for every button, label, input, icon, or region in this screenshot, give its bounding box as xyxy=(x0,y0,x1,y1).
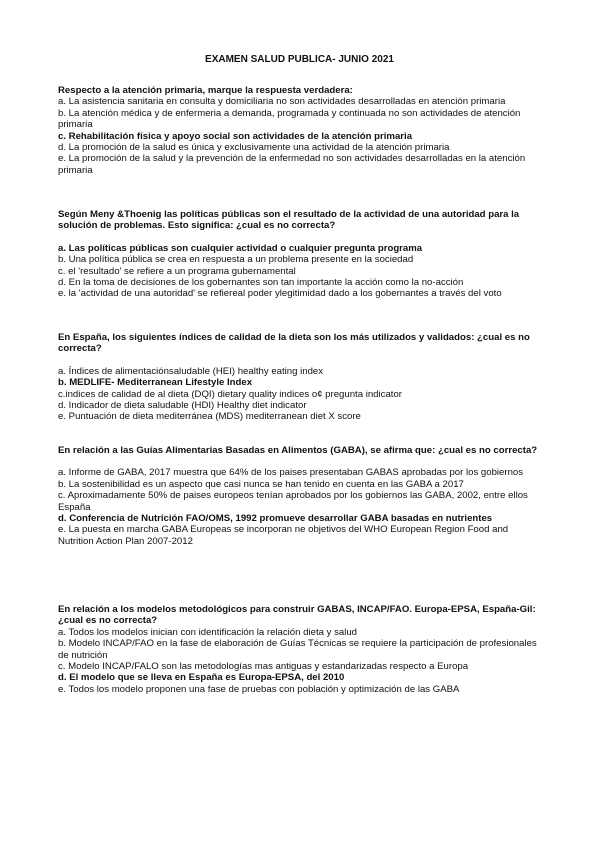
question-4 xyxy=(58,445,546,547)
spacer xyxy=(58,232,546,243)
option-a: a. Informe de GABA, 2017 muestra que 64% de los paises presentaban GABAS aprobadas por los gobiernos xyxy=(58,467,524,479)
option-a: a. Todos los modelos inician con identificación la relación dieta y salud xyxy=(58,626,358,638)
question-3 xyxy=(58,332,546,423)
option-e: e. la 'actividad de una autoridad' se refiereal poder ylegitimidad dado a los gobernantes a través del voto xyxy=(58,288,502,300)
option-b: b. La atención médica y de enfermeria a demanda, programada y continuada no son actividades de atención primaria xyxy=(58,107,521,131)
option-e: e. Todos los modelo proponen una fase de pruebas con población y optimización de las GABA xyxy=(58,683,460,695)
question-stem: En relación a las Guías Alimentarias Basadas en Alimentos (GABA), se afirma que: ¿cual es no correcta? xyxy=(58,445,538,456)
option-c: c. Aproximadamente 50% de paises europeos tenían aprobados por los gobiernos las GABA, 2002, entre ellos España xyxy=(58,490,528,513)
page-title: EXAMEN SALUD PUBLICA- JUNIO 2021 xyxy=(205,54,394,65)
option-c: c. Modelo INCAP/FALO son las metodologías mas antiguas y estandarizadas respecto a Europa xyxy=(58,661,469,673)
option-d-answer: d. El modelo que se lleva en España es Europa-EPSA, del 2010 xyxy=(58,672,345,684)
option-d: d. La promoción de la salud es única y exclusivamente una actividad de la atención primaria xyxy=(58,142,450,154)
option-a: a. Índices de alimentaciónsaludable (HEI) healthy eating index xyxy=(58,365,324,377)
option-d: d. Indicador de dieta saludable (HDI) Healthy diet indicator xyxy=(58,400,307,412)
option-c-answer: c. Rehabilitación física y apoyo social son actividades de la atención primaria xyxy=(58,130,413,142)
question-1 xyxy=(58,85,546,176)
option-a-answer: a. Las políticas públicas son cualquier actividad o cualquier pregunta programa xyxy=(58,242,423,254)
option-e: e. La puesta en marcha GABA Europeas se incorporan ne objetivos del WHO European Region Food and Nutrition Action Plan 2007-2012 xyxy=(58,524,509,547)
option-d: d. En la toma de decisiones de los gobernantes son tan importante la acción como la no-acción xyxy=(58,277,464,289)
option-b: b. Una política pública se crea en respuesta a un problema presente en la sociedad xyxy=(58,254,414,266)
question-5 xyxy=(58,604,546,695)
spacer xyxy=(58,355,546,366)
option-e: e. Puntuación de dieta mediterránea (MDS) mediterranean diet X score xyxy=(58,411,361,423)
option-b: b. Modelo INCAP/FAO en la fase de elaboración de Guías Técnicas se requiere la participación de profesionales de nutrición xyxy=(58,638,537,661)
question-stem: En relación a los modelos metodológicos para construir GABAS, INCAP/FAO. Europa-EPSA, España-Gil: ¿cual es no correcta? xyxy=(58,604,536,627)
option-e: e. La promoción de la salud y la prevención de la enfermedad no son actividades desarrolladas en la atención primaria xyxy=(58,153,526,176)
option-d-answer: d. Conferencia de Nutrición FAO/OMS, 1992 promueve desarrollar GABA basadas en nutrientes xyxy=(58,513,493,525)
spacer xyxy=(58,456,546,467)
option-a: a. La asistencia sanitaria en consulta y domiciliaria no son actividades desarrolladas en atención primaria xyxy=(58,96,506,108)
option-c: c. el 'resultado' se refiere a un programa gubernamental xyxy=(58,265,296,277)
question-stem: En España, los siguientes índices de calidad de la dieta son los más utilizados y validados: ¿cual es no correcta? xyxy=(58,332,530,355)
option-b-answer: b. MEDLIFE- Mediterranean Lifestyle Index xyxy=(58,377,253,389)
question-2 xyxy=(58,209,546,300)
question-stem: Según Meny &Thoenig las políticas públicas son el resultado de la actividad de una autoridad para la solución de problemas. Esto significa: ¿cual es no correcta? xyxy=(58,209,520,232)
question-stem: Respecto a la atención primaria, marque la respuesta verdadera: xyxy=(58,85,353,96)
option-b: b. La sostenibilidad es un aspecto que casi nunca se han tenido en cuenta en las GABA a 2017 xyxy=(58,478,464,490)
option-c: c.indices de calidad de al dieta (DQI) dietary quality indices o¢ pregunta indicator xyxy=(58,388,402,400)
